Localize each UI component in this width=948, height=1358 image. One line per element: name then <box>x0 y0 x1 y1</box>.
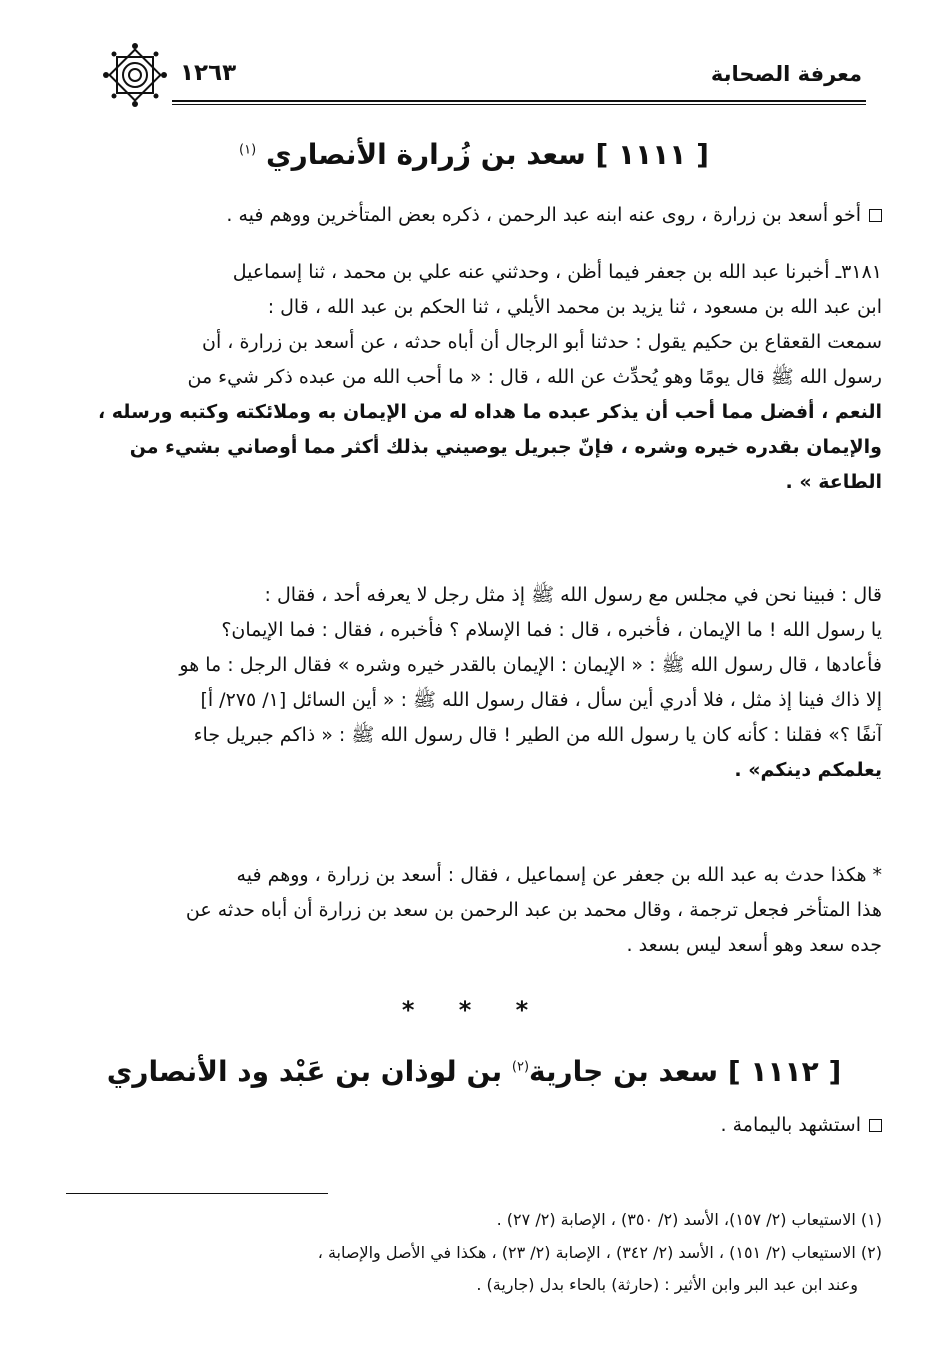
footnote: (٢) الاستيعاب (٢/ ١٥١) ، الأسد (٢/ ٣٤٢) ، الإصابة (٢/ ٢٣) ، هكذا في الأصل والإصابة ، <box>317 1243 882 1262</box>
entry-heading-text: بن لوذان بن عَبْد ود الأنصاري <box>106 1055 503 1088</box>
entry-intro-text: أخو أسعد بن زرارة ، روى عنه ابنه عبد الرحمن ، ذكره بعض المتأخرين ووهم فيه . <box>226 204 861 226</box>
text-line: * هكذا حدث به عبد الله بن جعفر عن إسماعيل ، فقال : أسعد بن زرارة ، ووهم فيه <box>236 864 882 886</box>
text-line: النعم ، أفضل مما أحب أن يذكر عبده ما هداه له من الإيمان به وملائكته وكتبه ورسله ، <box>97 401 882 423</box>
text-line: والإيمان بقدره خيره وشره ، فإنّ جبريل يوصيني بذلك أكثر مما أوصاني بشيء من <box>129 436 882 458</box>
islamic-star-ornament-icon <box>100 40 170 110</box>
entry-intro <box>721 1108 882 1143</box>
footnote: (١) الاستيعاب (٢/ ١٥٧)، الأسد (٢/ ٣٥٠) ، الإصابة (٢/ ٢٧) . <box>496 1210 882 1229</box>
entry-heading-text: [ ١١١١ ] سعد بن زُرارة الأنصاري <box>265 138 709 171</box>
square-bullet-icon <box>869 1119 882 1132</box>
header-rule <box>172 100 866 102</box>
text-line: رسول الله ﷺ قال يومًا وهو يُحدِّث عن الله ، قال : « ما أحب الله من عبده ذكر شيء من <box>187 366 882 388</box>
text-line: هذا المتأخر فجعل ترجمة ، وقال محمد بن عبد الرحمن بن سعد بن زرارة أن أباه حدثه عن <box>185 899 882 921</box>
running-header-title: معرفة الصحابة <box>710 62 862 86</box>
header-rule-thin <box>172 104 866 105</box>
page-number: ١٢٦٣ <box>180 60 237 86</box>
comment-paragraph <box>74 858 882 963</box>
text-line: سمعت القعقاع بن حكيم يقول : حدثنا أبو الرجال أن أباه حدثه ، عن أسعد بن زرارة ، أن <box>202 331 882 353</box>
footnote-ref: (٢) <box>511 1059 530 1075</box>
footnote-ref: (١) <box>239 142 257 158</box>
footnote: وعند ابن عبد البر وابن الأثير : (حارثة) بالحاء بدل (جارية) . <box>476 1275 858 1294</box>
text-line: ابن عبد الله بن مسعود ، ثنا يزيد بن محمد الأيلي ، ثنا الحكم بن عبد الله ، قال : <box>267 296 882 318</box>
footnote-rule <box>66 1193 328 1194</box>
text-line: جده سعد وهو أسعد ليس بسعد . <box>626 934 882 956</box>
text-line: ٣١٨١ـ أخبرنا عبد الله بن جعفر فيما أظن ، وحدثني عنه علي بن محمد ، ثنا إسماعيل <box>232 261 882 283</box>
entry-heading-text: [ ١١١٢ ] سعد بن جارية <box>529 1055 842 1088</box>
text-line: قال : فبينا نحن في مجلس مع رسول الله ﷺ إذ مثل رجل لا يعرفه أحد ، فقال : <box>264 584 882 606</box>
square-bullet-icon <box>869 209 882 222</box>
entry-intro <box>120 198 882 233</box>
section-separator: * * * <box>401 996 547 1024</box>
story-paragraph <box>74 578 882 788</box>
entry-heading <box>0 1055 948 1088</box>
entry-heading <box>0 138 948 171</box>
text-line: يعلمكم دينكم» . <box>734 759 882 781</box>
text-line: الطاعة » . <box>785 471 882 493</box>
text-line: فأعادها ، قال رسول الله ﷺ : « الإيمان : الإيمان بالقدر خيره وشره » فقال الرجل : ما هو <box>179 654 882 676</box>
text-line: آنفًا ؟» فقلنا : كأنه كان يا رسول الله من الطير ! قال رسول الله ﷺ : « ذاكم جبريل جاء <box>193 724 882 746</box>
text-line: يا رسول الله ! ما الإيمان ، فأخبره ، قال : فما الإسلام ؟ فأخبره ، فقال : فما الإيمان؟ <box>221 619 882 641</box>
entry-intro-text: استشهد باليمامة . <box>720 1114 861 1136</box>
text-line: إلا ذاك فينا إذ مثل ، فلا أدري أين سأل ، فقال رسول الله ﷺ : « أين السائل [١/ ٢٧٥/ أ] <box>200 689 882 711</box>
hadith-paragraph <box>74 255 882 500</box>
